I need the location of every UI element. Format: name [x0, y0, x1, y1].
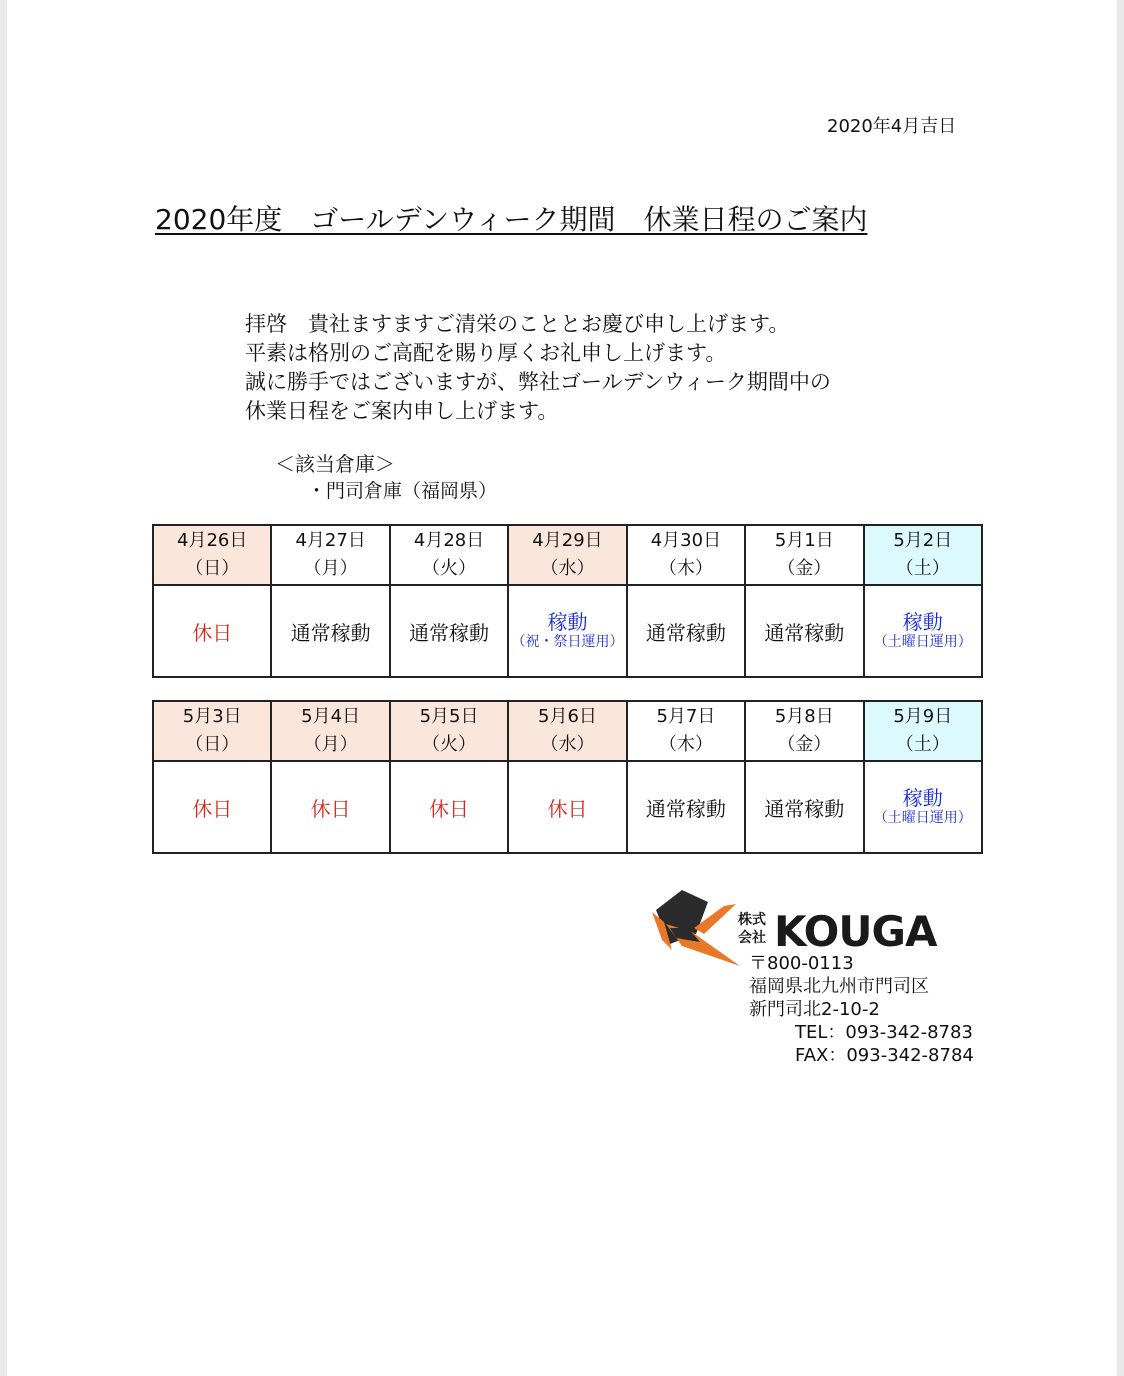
date-label: 4月26日 [177, 530, 248, 551]
greeting-line: 誠に勝手ではございますが、弊社ゴールデンウィーク期間中の [245, 370, 831, 394]
status-label: 休日 [547, 796, 588, 821]
date-label: 4月27日 [295, 530, 366, 551]
status-cell [745, 761, 863, 853]
logo-prefix-2: 会社 [738, 930, 766, 946]
date-label: 5月3日 [182, 706, 242, 727]
schedule-table-week-2 [152, 700, 983, 854]
date-header-cell [627, 701, 745, 761]
date-header-cell [864, 525, 982, 585]
document-title: 2020年度 ゴールデンウィーク期間 休業日程のご案内 [155, 203, 868, 236]
warehouse-item: ・門司倉庫（福岡県） [307, 480, 498, 502]
status-cell [745, 585, 863, 677]
date-header-cell [153, 525, 271, 585]
status-cell [390, 761, 508, 853]
status-cell [271, 585, 389, 677]
date-label: 4月28日 [413, 530, 485, 551]
date-header-cell [508, 701, 626, 761]
weekday-label: （火） [422, 558, 477, 579]
logo-prefix-1: 株式 [738, 912, 766, 928]
weekday-label: （月） [303, 558, 358, 579]
status-label: 通常稼動 [645, 620, 726, 645]
weekday-label: （土） [895, 734, 950, 755]
schedule-table-week-1 [152, 524, 983, 678]
date-header-cell [271, 701, 389, 761]
weekday-label: （土） [895, 558, 950, 579]
date-header-cell [508, 525, 626, 585]
greeting-paragraph [245, 310, 831, 426]
status-label: 稼動 [902, 786, 943, 810]
weekday-label: （月） [303, 734, 358, 755]
weekday-label: （金） [777, 734, 832, 755]
date-header-cell [745, 701, 863, 761]
greeting-line: 休業日程をご案内申し上げます。 [245, 399, 559, 423]
date-label: 4月29日 [532, 530, 603, 551]
fax-number: FAX：093-342-8784 [795, 1045, 974, 1066]
greeting-line: 平素は格別のご高配を賜り厚くお礼申し上げます。 [245, 341, 727, 365]
status-label: 通常稼動 [290, 620, 371, 645]
kouga-emblem-icon [652, 890, 740, 966]
status-note: （祝・祭日運用） [511, 634, 624, 650]
date-header-cell [390, 525, 508, 585]
weekday-label: （日） [185, 558, 240, 579]
date-header-cell [153, 701, 271, 761]
address-line: 新門司北2-10-2 [749, 999, 880, 1020]
status-cell [153, 585, 271, 677]
document-page [7, 0, 1117, 1376]
status-label: 通常稼動 [764, 620, 845, 645]
status-cell [627, 761, 745, 853]
company-address-block [749, 952, 974, 1067]
weekday-label: （水） [540, 558, 595, 579]
weekday-label: （木） [658, 734, 713, 755]
date-label: 5月4日 [301, 706, 361, 727]
logo-wordmark: KOUGA [774, 907, 937, 956]
warehouse-heading: ＜該当倉庫＞ [275, 452, 395, 476]
status-label: 休日 [192, 796, 233, 821]
date-label: 5月1日 [774, 530, 834, 551]
status-label: 休日 [192, 620, 233, 645]
status-label: 休日 [310, 796, 351, 821]
date-header-cell [745, 525, 863, 585]
date-header-cell [627, 525, 745, 585]
status-label: 通常稼動 [409, 620, 490, 645]
status-cell [508, 761, 626, 853]
status-cell [864, 761, 982, 853]
status-label: 休日 [429, 796, 470, 821]
address-line: 福岡県北九州市門司区 [749, 976, 929, 997]
status-cell [153, 761, 271, 853]
status-note: （土曜日運用） [873, 634, 972, 650]
date-label: 5月8日 [774, 706, 834, 727]
date-label: 5月5日 [419, 706, 479, 727]
weekday-label: （日） [185, 734, 240, 755]
date-label: 5月9日 [893, 706, 953, 727]
weekday-label: （金） [777, 558, 832, 579]
status-label: 通常稼動 [764, 796, 845, 821]
status-note: （土曜日運用） [873, 810, 972, 826]
date-label: 5月6日 [538, 706, 597, 727]
tel-number: TEL：093-342-8783 [795, 1022, 973, 1043]
status-cell [271, 761, 389, 853]
weekday-label: （火） [422, 734, 477, 755]
status-label: 通常稼動 [645, 796, 726, 821]
weekday-label: （木） [658, 558, 713, 579]
status-cell [627, 585, 745, 677]
weekday-label: （水） [540, 734, 595, 755]
status-cell [390, 585, 508, 677]
status-cell [864, 585, 982, 677]
date-label: 4月30日 [650, 530, 722, 551]
date-header-cell [864, 701, 982, 761]
date-label: 5月7日 [656, 706, 716, 727]
greeting-line: 拝啓 貴社ますますご清栄のこととお慶び申し上げます。 [245, 312, 790, 336]
postal-code: 〒800-0113 [749, 953, 854, 974]
issue-date: 2020年4月吉日 [827, 116, 957, 137]
date-header-cell [390, 701, 508, 761]
date-header-cell [271, 525, 389, 585]
status-label: 稼動 [902, 610, 943, 634]
status-label: 稼動 [547, 610, 588, 634]
status-cell [508, 585, 626, 677]
date-label: 5月2日 [893, 530, 953, 551]
